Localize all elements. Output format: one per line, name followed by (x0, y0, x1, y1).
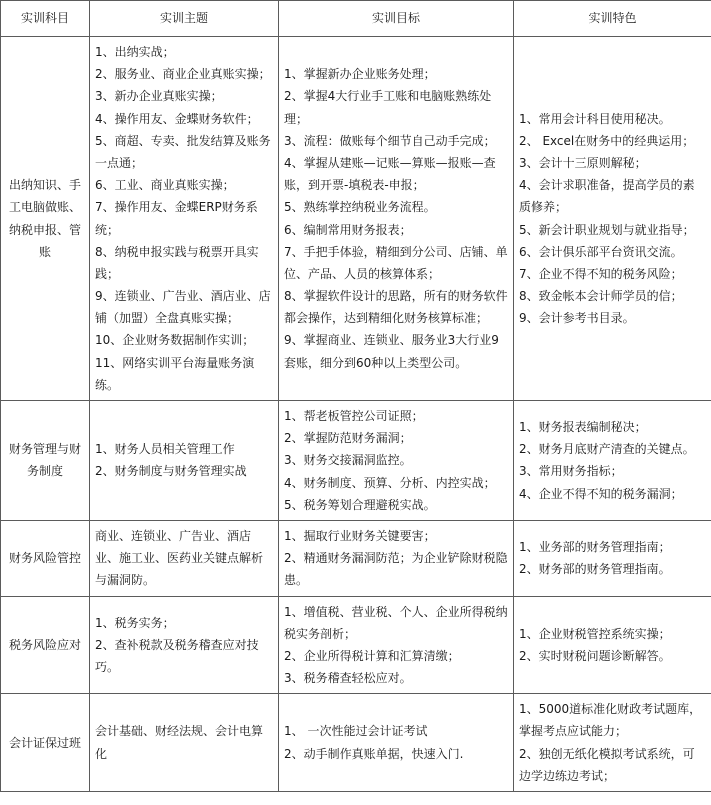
cell-text: 商业、连锁业、广告业、酒店业、施工业、医药业关键点解析与漏洞防。 (95, 528, 264, 588)
table-body (1, 37, 711, 792)
list-item: 2、动手制作真账单据，快速入门. (284, 746, 464, 761)
table-row (1, 596, 711, 694)
list-item: 3、财务交接漏洞监控。 (284, 453, 412, 468)
list-item: 2、财务月底财产清查的关键点。 (519, 442, 695, 457)
list-item: 3、常用财务指标； (519, 464, 623, 479)
cell-feature (514, 520, 711, 596)
list-item: 1、税务实务； (95, 615, 175, 630)
cell-goal (279, 401, 514, 521)
cell-subject: 税务风险应对 (1, 596, 90, 694)
list-item: 2、企业所得税计算和汇算清缴； (284, 648, 460, 663)
cell-feature (514, 37, 711, 401)
list-item: 2、掌握4大行业手工账和电脑账熟练处理； (284, 89, 492, 126)
cell-feature (514, 596, 711, 694)
list-item: 5、税务筹划合理避税实战。 (284, 497, 436, 512)
list-item: 4、企业不得不知的税务漏洞； (519, 486, 683, 501)
list-item: 1、财务报表编制秘决； (519, 420, 647, 435)
list-item: 1、掘取行业财务关键要害； (284, 528, 436, 543)
table-row (1, 401, 711, 521)
table-row (1, 694, 711, 792)
table-row (1, 37, 711, 401)
list-item: 2、服务业、商业企业真账实操； (95, 67, 271, 82)
list-item: 5、新会计职业规划与就业指导； (519, 222, 695, 237)
list-item: 4、掌握从建账—记账—算账—报账—查账，到开票-填税表-申报； (284, 155, 496, 193)
cell-subject: 财务风险管控 (1, 520, 90, 596)
cell-topic (90, 694, 279, 792)
list-item: 9、掌握商业、连锁业、服务业3大行业9套账，细分到60种以上类型公司。 (284, 333, 499, 370)
list-item: 6、会计俱乐部平台资讯交流。 (519, 244, 683, 259)
column-header-goal: 实训目标 (279, 1, 514, 37)
cell-goal (279, 694, 514, 792)
list-item: 2、实时财税问题诊断解答。 (519, 648, 671, 663)
list-item: 2、独创无纸化模拟考试系统，可边学边练边考试； (519, 746, 695, 783)
list-item: 2、精通财务漏洞防范；为企业铲除财税隐患。 (284, 551, 508, 588)
list-item: 6、工业、商业真账实操； (95, 178, 235, 193)
cell-feature (514, 401, 711, 521)
cell-goal (279, 520, 514, 596)
list-item: 2、财务部的财务管理指南。 (519, 562, 671, 577)
list-item: 2、财务制度与财务管理实战 (95, 464, 247, 479)
list-item: 8、掌握软件设计的思路，所有的财务软件都会操作，达到精细化财务核算标准； (284, 289, 508, 326)
list-item: 2、掌握防范财务漏洞； (284, 431, 412, 446)
list-item: 4、会计求职准备，提高学员的素质修养； (519, 178, 695, 215)
column-header-subject: 实训科目 (1, 1, 90, 37)
cell-goal (279, 37, 514, 401)
cell-text: 会计基础、财经法规、会计电算化 (95, 724, 264, 761)
list-item: 2、查补税款及税务稽查应对技巧。 (95, 637, 259, 674)
list-item: 1、5000道标准化财政考试题库，掌握考点应试能力； (519, 702, 702, 739)
list-item: 2、 Excel在财务中的经典运用； (519, 133, 695, 148)
cell-topic (90, 401, 279, 521)
cell-feature (514, 694, 711, 792)
list-item: 1、掌握新办企业账务处理； (284, 67, 436, 82)
list-item: 1、增值税、营业税、个人、企业所得税纳税实务剖析； (284, 604, 508, 641)
cell-goal (279, 596, 514, 694)
list-item: 3、税务稽查轻松应对。 (284, 671, 412, 686)
list-item: 7、操作用友、金蝶ERP财务系统； (95, 200, 258, 237)
column-header-topic: 实训主题 (90, 1, 279, 37)
list-item: 6、编制常用财务报表； (284, 222, 412, 237)
cell-subject: 出纳知识、手工电脑做账、纳税申报、管账 (1, 37, 90, 401)
list-item: 1、企业财税管控系统实操； (519, 626, 671, 641)
list-item: 8、致金帐本会计师学员的信； (519, 289, 683, 304)
list-item: 3、流程：做账每个细节自己动手完成； (284, 133, 496, 148)
list-item: 5、熟练掌控纳税业务流程。 (284, 200, 436, 215)
cell-topic (90, 596, 279, 694)
list-item: 3、会计十三原则解秘； (519, 155, 647, 170)
list-item: 7、企业不得不知的税务风险； (519, 266, 683, 281)
list-item: 1、帮老板管控公司证照； (284, 409, 424, 423)
table-row (1, 520, 711, 596)
list-item: 1、常用会计科目使用秘决。 (519, 111, 671, 126)
list-item: 5、商超、专卖、批发结算及账务一点通； (95, 133, 271, 170)
list-item: 9、会计参考书目录。 (519, 311, 635, 326)
cell-subject: 财务管理与财务制度 (1, 401, 90, 521)
cell-topic (90, 37, 279, 401)
list-item: 1、出纳实战； (95, 45, 175, 59)
list-item: 7、手把手体验，精细到分公司、店铺、单位、产品、人员的核算体系； (284, 244, 508, 281)
list-item: 4、财务制度、预算、分析、内控实战； (284, 475, 496, 490)
list-item: 10、企业财务数据制作实训； (95, 333, 255, 348)
list-item: 9、连锁业、广告业、酒店业、店铺（加盟）全盘真账实操； (95, 289, 271, 326)
list-item: 4、操作用友、金蝶财务软件； (95, 111, 259, 126)
list-item: 1、财务人员相关管理工作 (95, 442, 235, 457)
list-item: 3、新办企业真账实操； (95, 89, 223, 104)
list-item: 11、网络实训平台海量账务演练。 (95, 355, 255, 392)
table-header-row (1, 1, 711, 37)
list-item: 8、纳税申报实践与税票开具实践； (95, 244, 259, 281)
cell-topic (90, 520, 279, 596)
column-header-feature: 实训特色 (514, 1, 711, 37)
cell-subject: 会计证保过班 (1, 694, 90, 792)
list-item: 1、业务部的财务管理指南； (519, 540, 671, 555)
list-item: 1、 一次性能过会计证考试 (284, 724, 428, 739)
